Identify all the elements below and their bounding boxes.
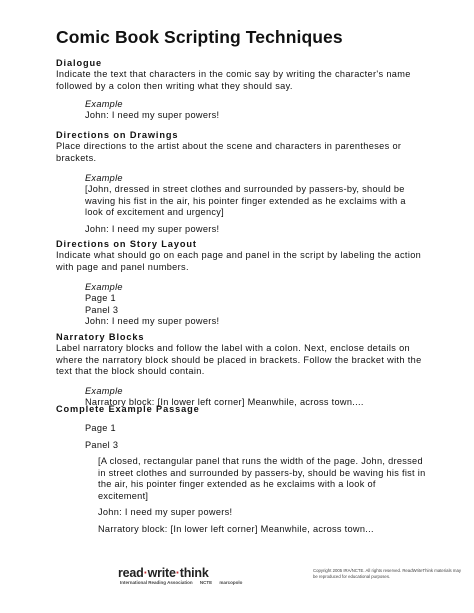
example-line: John: I need my super powers! bbox=[85, 110, 220, 120]
section-complete-example bbox=[56, 403, 426, 535]
section-narratory bbox=[56, 331, 426, 408]
readwritethink-logo: read·write·think bbox=[118, 566, 209, 580]
page-title: Comic Book Scripting Techniques bbox=[56, 27, 343, 47]
marcopolo-logo: marcopolo bbox=[219, 580, 243, 585]
example-panel: Panel 3 bbox=[85, 304, 119, 315]
example-bracket: [John, dressed in street clothes and surrounded by passers-by, should be waving his fist in the air, his pointer finger extended as he exclaims with a look of excitement and urgency] bbox=[85, 184, 406, 217]
section-description: Place directions to the artist about the scene and characters in parentheses or brackets. bbox=[56, 141, 402, 163]
example-page: Page 1 bbox=[85, 293, 116, 303]
section-layout bbox=[56, 238, 426, 328]
complete-panel: Panel 3 bbox=[85, 439, 119, 450]
ira-logo: International Reading Association bbox=[120, 580, 193, 585]
complete-line-2: Narratory block: [In lower left corner] Meanwhile, across town... bbox=[98, 523, 374, 534]
ncte-logo: NCTE bbox=[199, 580, 213, 585]
example-line: John: I need my super powers! bbox=[85, 223, 220, 234]
section-heading: Directions on Drawings bbox=[56, 130, 179, 140]
example-label: Example bbox=[85, 282, 123, 292]
complete-bracket: [A closed, rectangular panel that runs the width of the page. John, dressed in street clothes and surrounded by passers-by, should be waving his fist in the air, his pointer finger extended as he exclaims with a look of excitement] bbox=[98, 456, 426, 501]
section-heading: Complete Example Passage bbox=[56, 404, 200, 414]
example-line: John: I need my super powers! bbox=[85, 316, 220, 326]
partner-logos bbox=[120, 580, 248, 585]
section-description: Indicate the text that characters in the comic say by writing the character's name followed by a colon then writing what they should say. bbox=[56, 69, 411, 91]
section-description: Indicate what should go on each page and panel in the script by labeling the action with page and panel numbers. bbox=[56, 250, 422, 272]
section-drawings bbox=[56, 129, 426, 235]
example-label: Example bbox=[85, 385, 123, 396]
section-heading: Dialogue bbox=[56, 58, 102, 68]
section-description: Label narratory blocks and follow the label with a colon. Next, enclose details on where the narratory block should be placed in brackets. Follow the bracket with the text that the block should contain. bbox=[56, 343, 422, 376]
example-line: Narratory block: [In lower left corner] Meanwhile, across town.... bbox=[85, 396, 364, 407]
footer bbox=[118, 566, 461, 588]
section-heading: Narratory Blocks bbox=[56, 332, 145, 342]
example-label: Example bbox=[85, 99, 123, 109]
complete-page: Page 1 bbox=[85, 423, 116, 433]
section-dialogue bbox=[56, 57, 426, 122]
copyright-text: Copyright 2005 IRA/NCTE. All rights reserved. ReadWriteThink materials may be reproduced for educational purposes. bbox=[313, 568, 461, 579]
section-heading: Directions on Story Layout bbox=[56, 239, 197, 249]
example-label: Example bbox=[85, 173, 123, 183]
complete-line-1: John: I need my super powers! bbox=[98, 507, 233, 517]
